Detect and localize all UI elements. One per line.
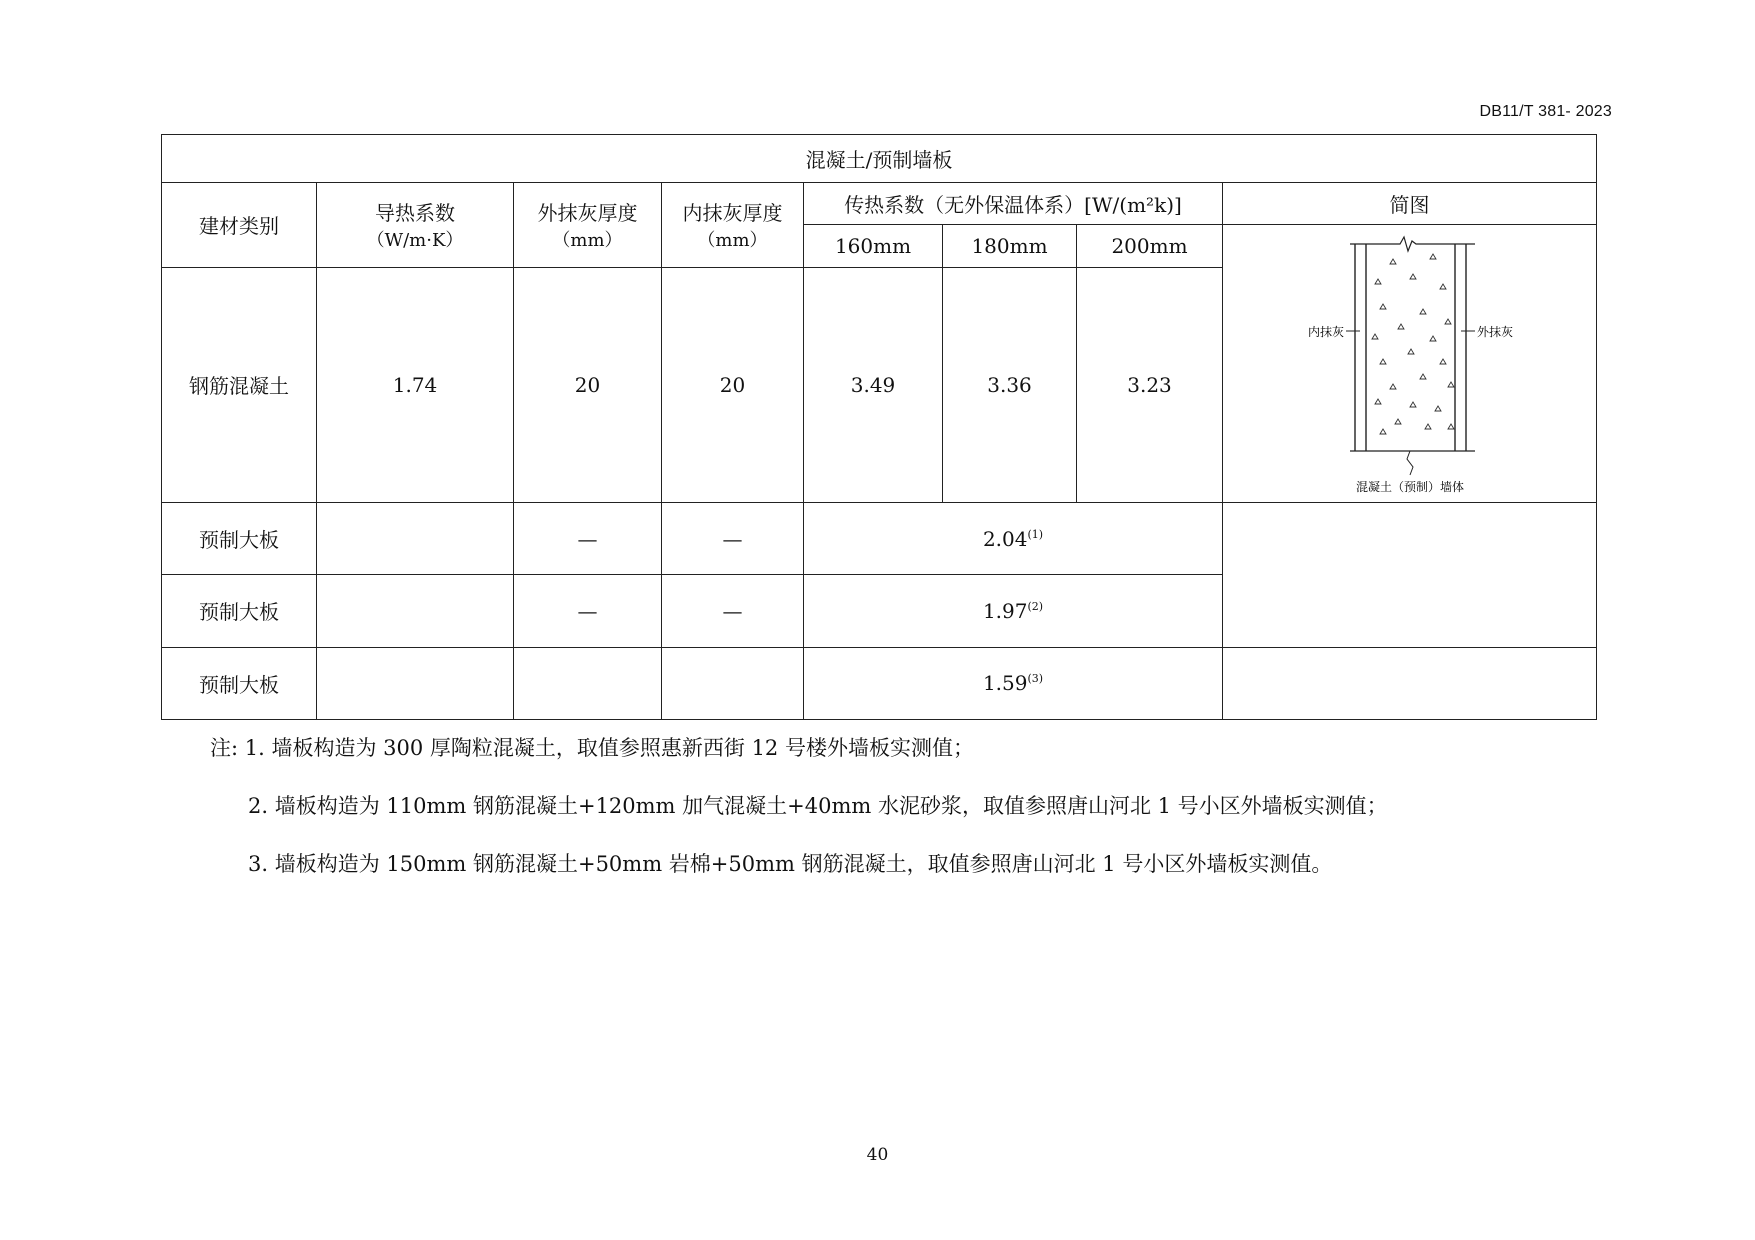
note-3: 3. 墙板构造为 150mm 钢筋混凝土+50mm 岩棉+50mm 钢筋混凝土，取值参照唐山河北 1 号小区外墙板实测值。 [248,852,1333,876]
row3-material: 预制大板 [162,575,317,647]
header-conductivity-unit: （W/m·K） [366,230,464,252]
row4-note-ref: (3) [1027,672,1044,686]
row2-inner: — [662,502,804,574]
header-diagram: 简图 [1223,183,1597,225]
row3-inner: — [662,575,804,647]
header-conductivity [317,183,514,267]
label-inner-plaster: 内抹灰 [1307,324,1344,339]
header-inner-plaster-unit: （mm） [697,230,768,252]
header-conductivity-label: 导热系数 [375,201,455,226]
page-number: 40 [866,1145,889,1165]
wall-section-diagram [1223,225,1597,502]
row3-value [804,575,1223,647]
table-title: 混凝土/预制墙板 [162,135,1597,183]
header-outer-plaster-unit: （mm） [552,230,623,252]
row1-inner: 20 [662,267,804,502]
row3-outer: — [514,575,662,647]
wall-section-svg [1280,229,1540,499]
row2-value-number: 2.04 [982,526,1028,551]
row2-value [804,502,1223,574]
thickness-180: 180mm [943,225,1077,267]
row2-material: 预制大板 [162,502,317,574]
row4-value-number: 1.59 [982,671,1028,696]
row3-conductivity [317,575,514,647]
row4-material: 预制大板 [162,647,317,719]
row3-value-number: 1.97 [982,598,1028,623]
heat-transfer-table [161,134,1597,720]
label-outer-plaster: 外抹灰 [1476,324,1513,339]
row4-diagram-empty [1223,647,1597,719]
header-outer-plaster [514,183,662,267]
header-inner-plaster [662,183,804,267]
row4-outer [514,647,662,719]
row1-outer: 20 [514,267,662,502]
thickness-160: 160mm [804,225,943,267]
row2-conductivity [317,502,514,574]
row1-value-160: 3.49 [804,267,943,502]
row1-material: 钢筋混凝土 [162,267,317,502]
header-material: 建材类别 [162,183,317,267]
row2-outer: — [514,502,662,574]
row1-value-200: 3.23 [1077,267,1223,502]
aggregate-pattern [1372,254,1454,434]
row2-note-ref: (1) [1027,527,1044,541]
header-inner-plaster-label: 内抹灰厚度 [682,201,783,226]
row2-3-diagram-empty [1223,502,1597,647]
label-wall: 混凝土（预制）墙体 [1355,479,1464,494]
row1-value-180: 3.36 [943,267,1077,502]
row4-conductivity [317,647,514,719]
document-code: DB11/T 381- 2023 [1479,103,1612,120]
header-outer-plaster-label: 外抹灰厚度 [537,201,638,226]
thickness-200: 200mm [1077,225,1223,267]
note-2: 2. 墙板构造为 110mm 钢筋混凝土+120mm 加气混凝土+40mm 水泥砂浆，取值参照唐山河北 1 号小区外墙板实测值； [248,794,1388,818]
header-heat-transfer: 传热系数（无外保温体系）[W/(m²k)] [804,183,1223,225]
row3-note-ref: (2) [1027,599,1044,613]
row1-conductivity: 1.74 [317,267,514,502]
note-1: 注: 1. 墙板构造为 300 厚陶粒混凝土，取值参照惠新西街 12 号楼外墙板实测值； [210,736,974,760]
row4-value [804,647,1223,719]
row4-inner [662,647,804,719]
